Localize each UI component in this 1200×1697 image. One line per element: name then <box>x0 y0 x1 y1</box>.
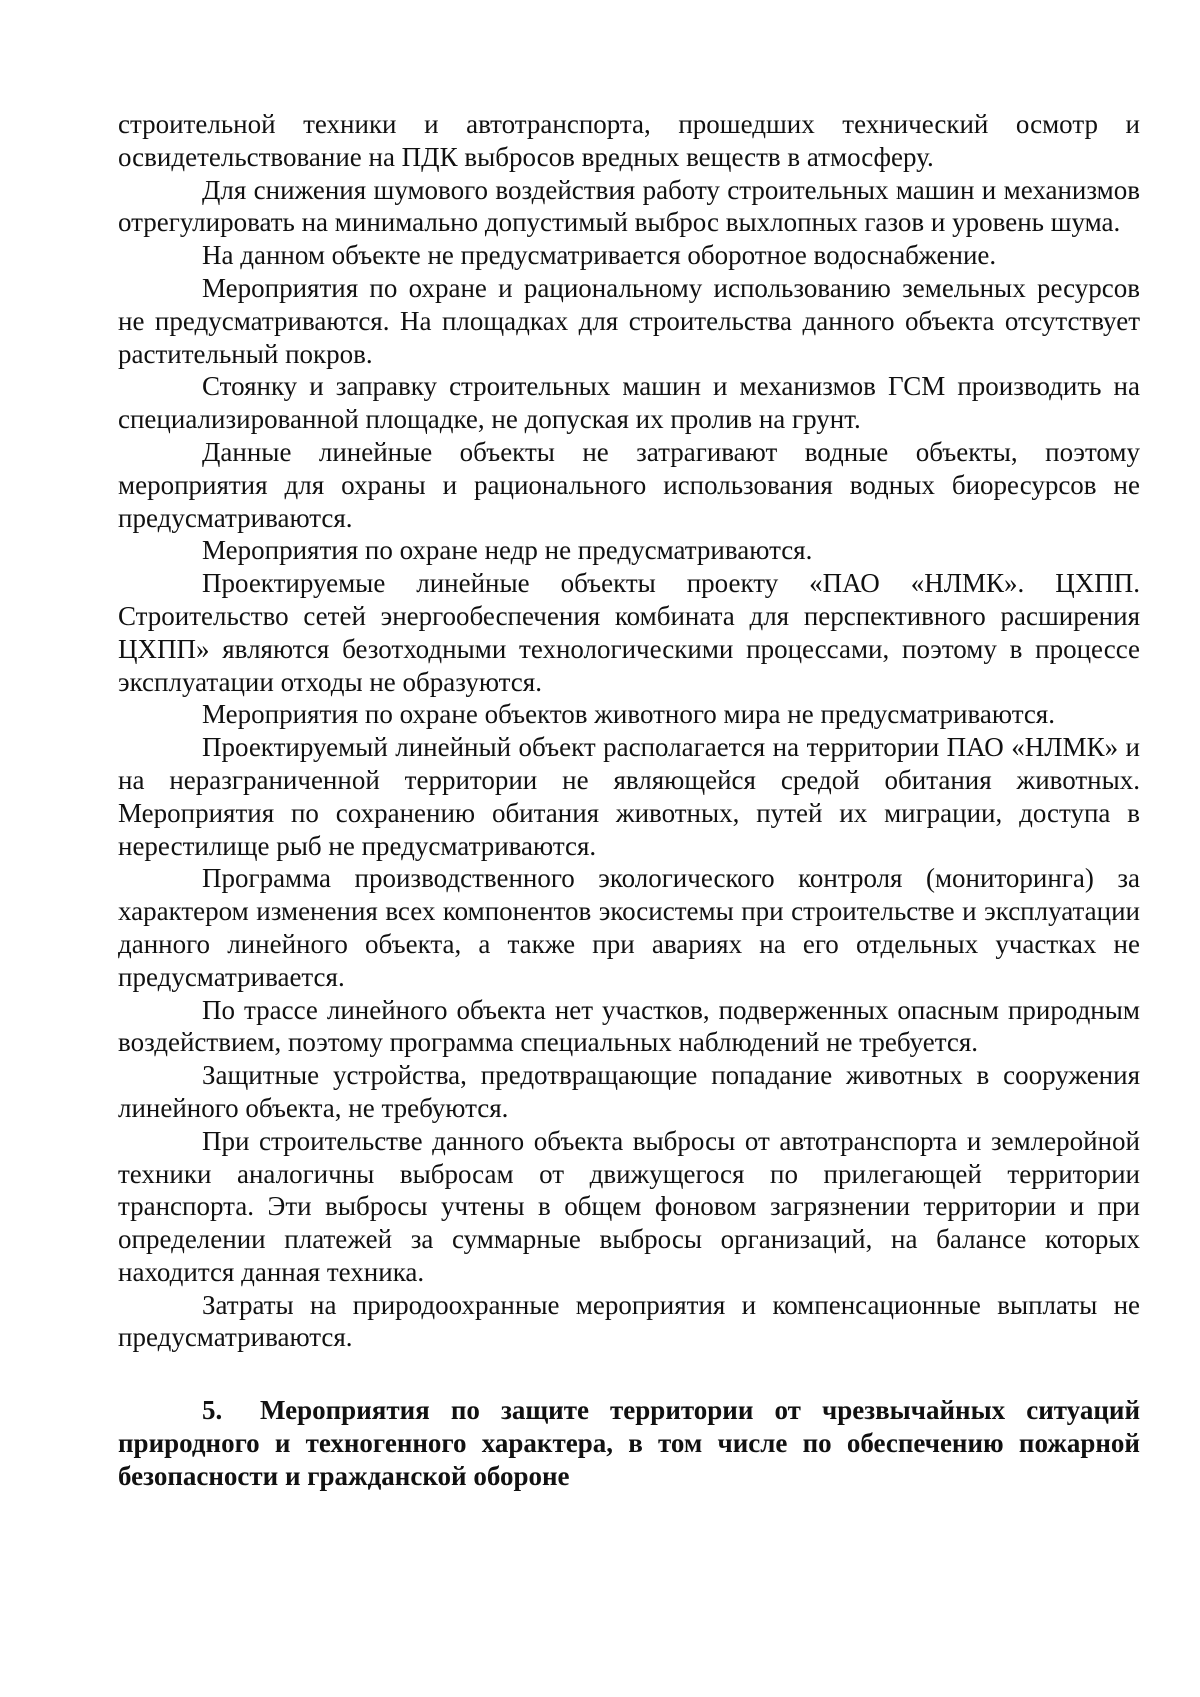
paragraph-costs: Затраты на природоохранные мероприятия и компенсационные выплаты не предусматриваются. <box>118 1289 1140 1353</box>
paragraph-water-objects: Данные линейные объекты не затрагивают водные объекты, поэтому мероприятия для охраны и рационального использования водных биоресурсов не предусматриваются. <box>118 436 1140 533</box>
paragraph-land-resources: Мероприятия по охране и рациональному использованию земельных ресурсов не предусматриваются. На площадках для строительства данного объекта отсутствует растительный покров. <box>118 272 1140 369</box>
paragraph-continuation: строительной техники и автотранспорта, прошедших технический осмотр и освидетельствование на ПДК выбросов вредных веществ в атмосферу. <box>118 109 1140 172</box>
paragraph-water-supply: На данном объекте не предусматривается оборотное водоснабжение. <box>202 240 997 271</box>
paragraph-hazardous-areas: По трассе линейного объекта нет участков, подверженных опасным природным воздействием, поэтому программа специальных наблюдений не требуется. <box>118 994 1140 1058</box>
paragraph-emissions: При строительстве данного объекта выбросы от автотранспорта и землеройной техники аналогичны выбросам от движущегося по прилегающей территории транспорта. Эти выбросы учтены в общем фоновом загрязнении территории и при определении платежей за суммарные выбросы организаций, на балансе которых находится данная техника. <box>118 1125 1140 1287</box>
paragraph-monitoring: Программа производственного экологического контроля (мониторинга) за характером изменения всех компонентов экосистемы при строительстве и эксплуатации данного линейного объекта, а также при авариях на его отдельных участках не предусматривается. <box>118 863 1140 992</box>
paragraph-wildlife: Мероприятия по охране объектов животного мира не предусматриваются. <box>202 699 1055 730</box>
section-number: 5. <box>202 1395 223 1426</box>
section-title: Мероприятия по защите территории от чрезвычайных ситуаций природного и техногенного характера, в том числе по обеспечению пожарной безопасности и гражданской обороне <box>118 1395 1140 1491</box>
paragraph-waste-free: Проектируемые линейные объекты проекту «ПАО «НЛМК». ЦХПП. Строительство сетей энергообеспечения комбината для перспективного расширения ЦХПП» являются безотходными технологическими процессами, поэтому в процессе эксплуатации отходы не образуются. <box>118 568 1140 697</box>
document-page <box>118 108 1140 1493</box>
paragraph-subsoil: Мероприятия по охране недр не предусматриваются. <box>202 535 813 566</box>
section-heading <box>118 1394 1140 1492</box>
paragraph-habitat: Проектируемый линейный объект располагается на территории ПАО «НЛМК» и на неразграниченной территории не являющейся средой обитания животных. Мероприятия по сохранению обитания животных, путей их миграции, доступа в нерестилище рыб не предусматриваются. <box>118 732 1140 861</box>
paragraph-fuel-parking: Стоянку и заправку строительных машин и механизмов ГСМ производить на специализированной площадке, не допуская их пролив на грунт. <box>118 371 1140 435</box>
paragraph-noise-reduction: Для снижения шумового воздействия работу строительных машин и механизмов отрегулировать на минимально допустимый выброс выхлопных газов и уровень шума. <box>118 174 1140 238</box>
paragraph-protective-devices: Защитные устройства, предотвращающие попадание животных в сооружения линейного объекта, не требуются. <box>118 1060 1140 1123</box>
